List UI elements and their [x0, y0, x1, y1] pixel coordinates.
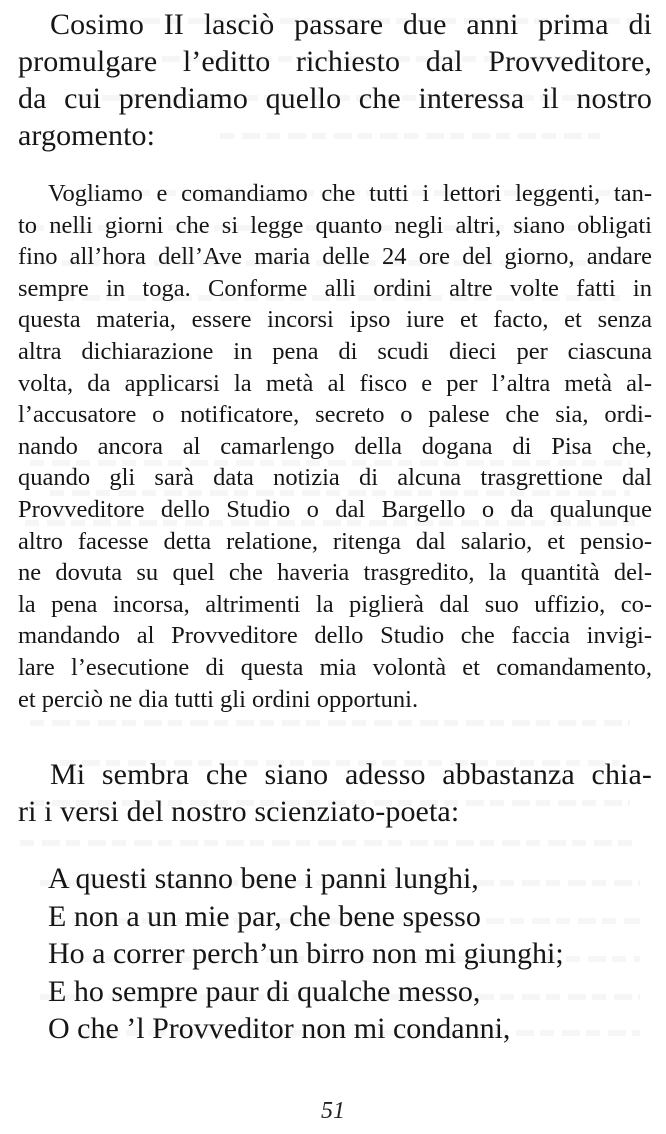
verse-quotation — [48, 860, 652, 1048]
edict-line: to nelli giorni che si legge quanto negli altri, siano obligati — [18, 211, 652, 239]
edict-line: altro facesse detta relatione, ritenga dal salario, et pensio- — [18, 527, 652, 555]
verse-line: Ho a correr perch’un birro non mi giunghi; — [48, 937, 564, 970]
comment-paragraph — [18, 756, 652, 830]
edict-line: mandando al Provveditore dello Studio che faccia invigi- — [18, 622, 652, 650]
edict-line: Vogliamo e comandiamo che tutti i lettori leggenti, tan- — [48, 180, 652, 207]
edict-line: volta, da applicarsi la metà al fisco e per l’altra metà al- — [18, 369, 652, 397]
verse-line: E ho sempre paur di qualche messo, — [48, 974, 481, 1008]
edict-line: ne dovuta su quel che haveria trasgredito, la quantità del- — [18, 559, 652, 587]
intro-paragraph — [18, 6, 652, 154]
edict-line: questa materia, essere incorsi ipso iure et facto, et senza — [18, 306, 652, 334]
verse-line: A questi stanno bene i panni lunghi, — [48, 862, 479, 895]
verse-line: O che ’l Provveditor non mi condanni, — [48, 1012, 511, 1045]
intro-line: da cui prendiamo quello che interessa il nostro — [18, 82, 652, 115]
page-number: 51 — [321, 1098, 345, 1124]
comment-line: Mi sembra che siano adesso abbastanza chia- — [50, 758, 652, 791]
edict-line: Provveditore dello Studio o dal Bargello o da qualunque — [18, 495, 652, 523]
edict-line: et perciò ne dia tutti gli ordini opportuni. — [18, 685, 419, 713]
edict-line: quando gli sarà data notizia di alcuna trasgrettione dal — [18, 464, 652, 492]
intro-line: argomento: — [18, 119, 156, 152]
intro-line: Cosimo II lasciò passare due anni prima di — [50, 8, 652, 41]
intro-line: promulgare l’editto richiesto dal Provveditore, — [18, 45, 652, 78]
edict-line: altra dichiarazione in pena di scudi dieci per ciascuna — [18, 337, 652, 365]
edict-line: la pena incorsa, altrimenti la piglierà dal suo uffizio, co- — [18, 590, 652, 618]
edict-line: lare l’esecutione di questa mia volontà et comandamento, — [18, 653, 652, 681]
edict-line: l’accusatore o notificatore, secreto o palese che sia, ordi- — [18, 401, 652, 429]
edict-line: sempre in toga. Conforme alli ordini altre volte fatti in — [18, 274, 652, 302]
comment-line: ri i versi del nostro scienziato-poeta: — [18, 795, 460, 828]
edict-line: fino all’hora dell’Ave maria delle 24 ore del giorno, andare — [18, 243, 652, 271]
edict-quotation — [18, 178, 652, 715]
verse-line: E non a un mie par, che bene spesso — [48, 899, 481, 933]
edict-line: nando ancora al camarlengo della dogana di Pisa che, — [18, 432, 652, 460]
